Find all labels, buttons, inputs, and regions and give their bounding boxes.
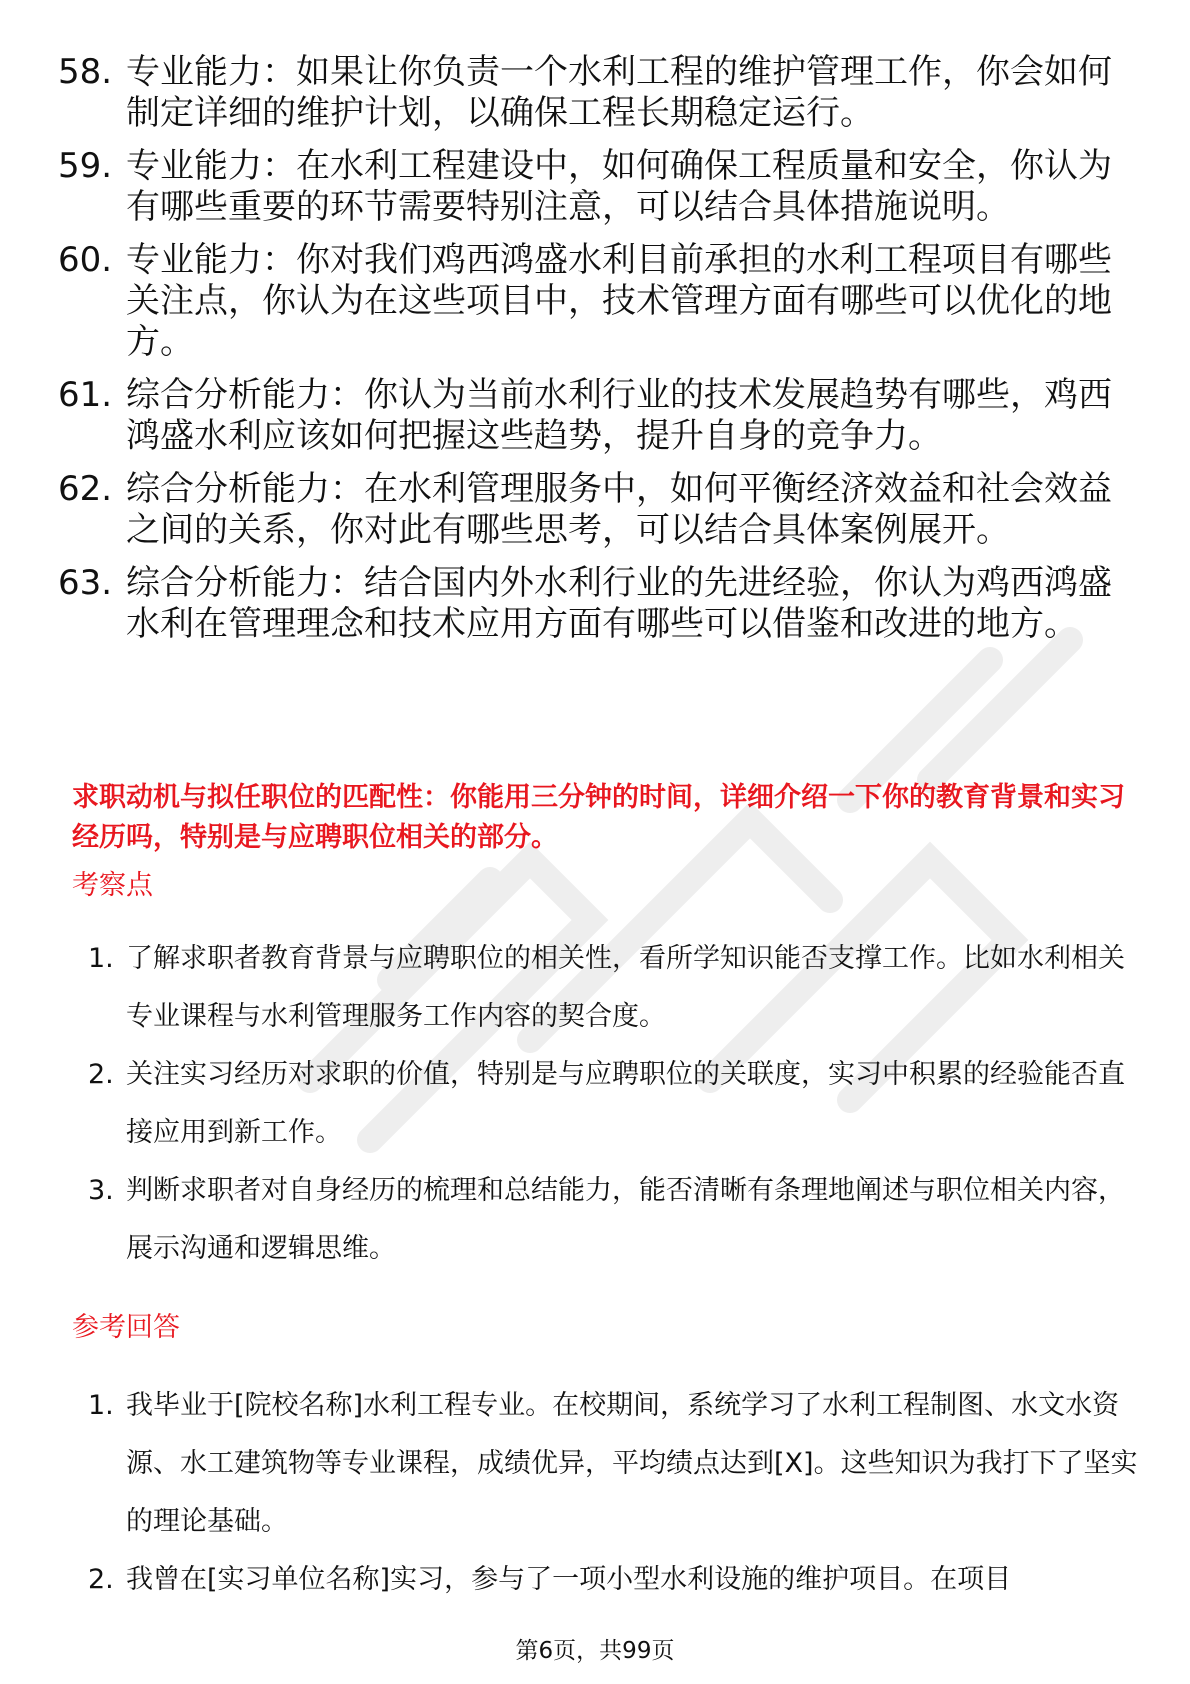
question-number: 59. <box>58 146 113 186</box>
assessment-points-list <box>88 930 1138 1278</box>
question-text: 综合分析能力：在水利管理服务中，如何平衡经济效益和社会效益之间的关系，你对此有哪些思考，可以结合具体案例展开。 <box>126 469 1112 550</box>
item-text: 我曾在[实习单位名称]实习，参与了一项小型水利设施的维护项目。在项目 <box>126 1564 1012 1595</box>
question-item <box>58 240 1128 363</box>
question-item <box>58 469 1128 551</box>
list-item <box>88 1551 1138 1609</box>
item-text: 关注实习经历对求职的价值，特别是与应聘职位的关联度，实习中积累的经验能否直接应用到新工作。 <box>126 1059 1125 1148</box>
list-item <box>88 930 1138 1046</box>
item-text: 判断求职者对自身经历的梳理和总结能力，能否清晰有条理地阐述与职位相关内容，展示沟通和逻辑思维。 <box>126 1175 1125 1264</box>
question-number: 62. <box>58 469 113 509</box>
reference-answer-list <box>88 1377 1138 1609</box>
question-list <box>58 52 1128 657</box>
question-number: 60. <box>58 240 113 280</box>
section-heading: 求职动机与拟任职位的匹配性：你能用三分钟的时间，详细介绍一下你的教育背景和实习经历吗，特别是与应聘职位相关的部分。 <box>72 782 1125 853</box>
item-number: 1. <box>88 943 114 974</box>
item-number: 1. <box>88 1390 114 1421</box>
list-item <box>88 1377 1138 1551</box>
list-item <box>88 1046 1138 1162</box>
item-text: 我毕业于[院校名称]水利工程专业。在校期间，系统学习了水利工程制图、水文水资源、水工建筑物等专业课程，成绩优异，平均绩点达到[X]。这些知识为我打下了坚实的理论基础。 <box>126 1390 1138 1537</box>
list-item <box>88 1162 1138 1278</box>
question-text: 专业能力：你对我们鸡西鸿盛水利目前承担的水利工程项目有哪些关注点，你认为在这些项目中，技术管理方面有哪些可以优化的地方。 <box>126 240 1112 362</box>
reference-answer-heading: 参考回答 <box>72 1312 180 1343</box>
page-footer: 第6页，共99页 <box>515 1638 675 1664</box>
question-item <box>58 52 1128 134</box>
item-number: 3. <box>88 1175 114 1206</box>
question-text: 专业能力：如果让你负责一个水利工程的维护管理工作，你会如何制定详细的维护计划，以确保工程长期稳定运行。 <box>126 52 1112 133</box>
item-text: 了解求职者教育背景与应聘职位的相关性，看所学知识能否支撑工作。比如水利相关专业课程与水利管理服务工作内容的契合度。 <box>126 943 1125 1032</box>
question-text: 专业能力：在水利工程建设中，如何确保工程质量和安全，你认为有哪些重要的环节需要特别注意，可以结合具体措施说明。 <box>126 146 1112 227</box>
assessment-points-heading: 考察点 <box>72 870 153 901</box>
question-number: 63. <box>58 563 113 603</box>
question-number: 61. <box>58 375 113 415</box>
question-item <box>58 146 1128 228</box>
question-text: 综合分析能力：你认为当前水利行业的技术发展趋势有哪些，鸡西鸿盛水利应该如何把握这些趋势，提升自身的竞争力。 <box>126 375 1112 456</box>
item-number: 2. <box>88 1059 114 1090</box>
question-text: 综合分析能力：结合国内外水利行业的先进经验，你认为鸡西鸿盛水利在管理理念和技术应用方面有哪些可以借鉴和改进的地方。 <box>126 563 1112 644</box>
item-number: 2. <box>88 1564 114 1595</box>
question-item <box>58 563 1128 645</box>
question-number: 58. <box>58 52 113 92</box>
question-item <box>58 375 1128 457</box>
